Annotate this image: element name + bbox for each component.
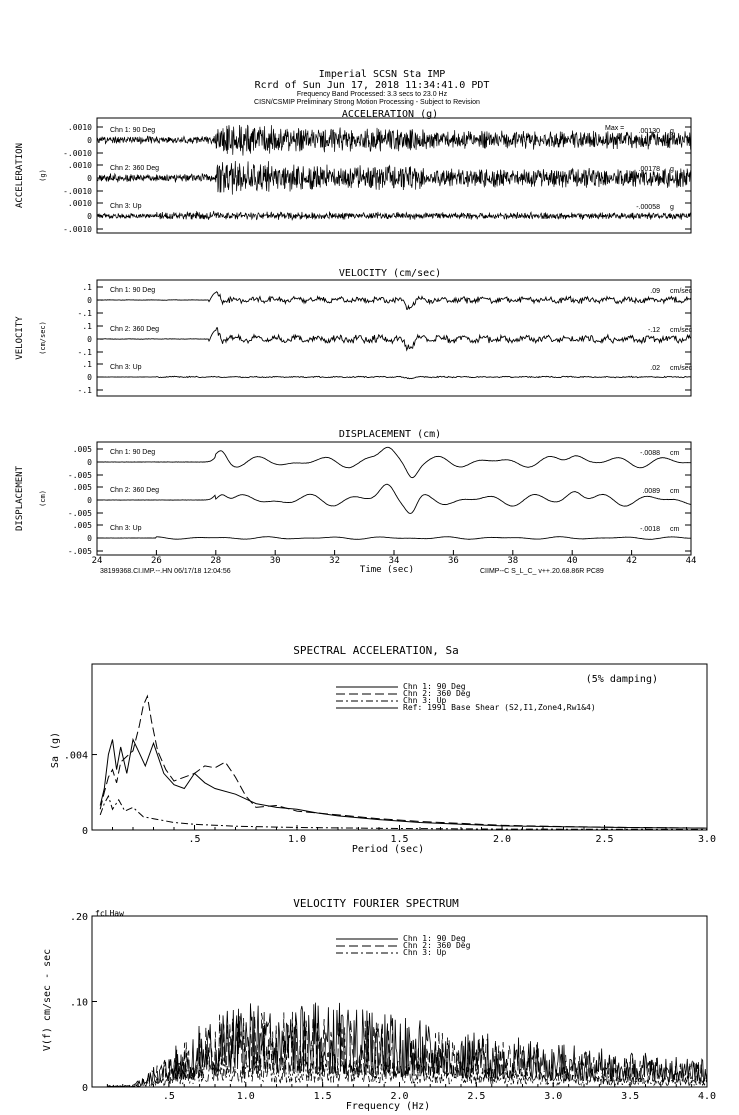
peak-value: -.00058 — [636, 204, 660, 211]
legend-entry: Chn 2: 360 Deg — [403, 941, 471, 950]
acceleration-panel — [15, 109, 691, 234]
peak-value: .09 — [650, 288, 660, 295]
max-label: Max = — [605, 125, 625, 132]
xtick-label: 3.5 — [621, 1091, 640, 1102]
acceleration-yunit: (g) — [39, 169, 47, 182]
peak-unit: cm — [670, 450, 680, 457]
ytick-label-top: .1 — [82, 283, 92, 292]
displacement-ylabel: DISPLACEMENT — [15, 465, 25, 532]
channel-trace — [97, 484, 691, 513]
channel-label: Chn 2: 360 Deg — [110, 487, 160, 494]
channel-label: Chn 3: Up — [110, 203, 142, 210]
peak-unit: g — [670, 204, 674, 211]
damping-note: (5% damping) — [585, 674, 658, 685]
channel-label: Chn 3: Up — [110, 525, 142, 532]
xtick-label: 3.0 — [697, 834, 717, 845]
legend-entry: Ref: 1991 Base Shear (S2,I1,Zone4,Rw1&4) — [403, 703, 596, 712]
xtick-label: .5 — [188, 834, 201, 845]
ytick-label-top: .0010 — [67, 199, 92, 208]
channel-trace — [97, 376, 691, 379]
peak-value: -.0088 — [640, 450, 660, 457]
peak-value: .00178 — [638, 166, 660, 173]
channel-label: Chn 1: 90 Deg — [110, 449, 156, 456]
station-title: Imperial SCSN Sta IMP — [318, 69, 446, 80]
ytick-label-top: .1 — [82, 322, 92, 331]
frequency-axis-label: Frequency (Hz) — [345, 1101, 431, 1112]
period-axis-label: Period (sec) — [351, 844, 425, 855]
ytick-label-bottom: -.005 — [67, 509, 92, 518]
ytick-label-zero: 0 — [87, 458, 92, 467]
velocity-title: VELOCITY (cm/sec) — [338, 268, 442, 279]
xtick-label: 2.0 — [492, 834, 512, 845]
ytick-label-bottom: -.0010 — [63, 187, 92, 196]
xtick-label: 42 — [626, 556, 638, 566]
ytick-label-top: .1 — [82, 360, 92, 369]
xtick-label: 38 — [507, 556, 519, 566]
channel-label: Chn 2: 360 Deg — [110, 165, 160, 172]
channel-label: Chn 1: 90 Deg — [110, 287, 156, 294]
xtick-label: 2.5 — [467, 1091, 486, 1102]
xtick-label: 2.0 — [390, 1091, 409, 1102]
channel-label: Chn 2: 360 Deg — [110, 326, 160, 333]
channel-trace — [97, 211, 691, 220]
ytick-label: 0 — [81, 1083, 88, 1094]
sa-axis-label: Sa (g) — [50, 731, 61, 769]
spectral-frame — [92, 664, 707, 830]
xtick-label: 28 — [210, 556, 222, 566]
acceleration-ylabel: ACCELERATION — [15, 142, 25, 209]
fourier-series — [107, 1003, 707, 1087]
velocity-frame — [97, 280, 691, 396]
ytick-label-zero: 0 — [87, 373, 92, 382]
ytick-label-zero: 0 — [87, 335, 92, 344]
ytick-label-bottom: -.005 — [67, 547, 92, 556]
ytick-label-bottom: -.1 — [77, 348, 92, 357]
velocity-ylabel: VELOCITY — [15, 316, 25, 360]
xtick-label: 44 — [685, 556, 697, 566]
peak-unit: g — [670, 128, 674, 135]
xtick-label: 30 — [269, 556, 281, 566]
ytick-label-top: .0010 — [67, 161, 92, 170]
xtick-label: 34 — [388, 556, 400, 566]
ytick-label-zero: 0 — [87, 534, 92, 543]
ytick-label-top: .005 — [72, 521, 92, 530]
displacement-yunit: (cm) — [39, 490, 47, 507]
ytick-label-bottom: -.0010 — [63, 149, 92, 158]
xtick-label: 40 — [566, 556, 578, 566]
channel-label: Chn 1: 90 Deg — [110, 127, 156, 134]
peak-unit: cm — [670, 488, 680, 495]
legend-entry: Chn 2: 360 Deg — [403, 689, 471, 698]
xtick-label: 3.0 — [544, 1091, 563, 1102]
fourier-title: VELOCITY FOURIER SPECTRUM — [293, 897, 459, 910]
time-axis-label: Time (sec) — [359, 565, 415, 575]
xtick-label: 1.5 — [390, 834, 409, 845]
xtick-label: 26 — [150, 556, 162, 566]
channel-trace — [97, 447, 691, 477]
ytick-label-zero: 0 — [87, 174, 92, 183]
displacement-title: DISPLACEMENT (cm) — [338, 429, 442, 440]
ytick-label: .20 — [69, 912, 88, 923]
ytick-label-bottom: -.1 — [77, 386, 92, 395]
peak-unit: cm — [670, 526, 680, 533]
velocity-panel — [15, 268, 693, 396]
xtick-label: 4.0 — [697, 1091, 717, 1102]
peak-value: -.12 — [647, 327, 660, 334]
peak-unit: g — [670, 166, 674, 173]
ytick-label-zero: 0 — [87, 496, 92, 505]
spectral-series — [100, 796, 707, 829]
channel-trace — [97, 161, 691, 195]
ytick-label-top: .0010 — [67, 123, 92, 132]
xtick-label: 1.0 — [236, 1091, 255, 1102]
band-text: Frequency Band Processed: 3.3 secs to 23.0 Hz — [296, 91, 448, 98]
xtick-label: 1.0 — [287, 834, 307, 845]
spectral-series — [100, 740, 707, 829]
legend-entry: Chn 1: 90 Deg — [403, 934, 466, 943]
record-title: Rcrd of Sun Jun 17, 2018 11:34:41.0 PDT — [254, 80, 490, 91]
ytick-label-zero: 0 — [87, 212, 92, 221]
footer-right: CIIMP--C S_L_C_ v++.20.68.86R PC89 — [480, 568, 604, 575]
ytick-label-bottom: -.0010 — [63, 225, 92, 234]
legend-entry: Chn 3: Up — [403, 696, 447, 705]
xtick-label: 32 — [329, 556, 341, 566]
corner-code: fcLHaw — [95, 909, 124, 918]
ytick-label: .10 — [69, 997, 88, 1009]
channel-label: Chn 3: Up — [110, 364, 142, 371]
xtick-label: 24 — [91, 556, 103, 566]
peak-value: -.0018 — [640, 526, 660, 533]
velocity-yunit: (cm/sec) — [39, 321, 47, 355]
peak-value: .0089 — [642, 488, 660, 495]
charts-group — [15, 109, 716, 1112]
peak-unit: cm/sec — [670, 288, 693, 295]
spectral-title: SPECTRAL ACCELERATION, Sa — [293, 644, 459, 657]
footer-left: 38199368.CI.IMP.--.HN 06/17/18 12:04:56 — [100, 568, 231, 575]
processing-text: CISN/CSMIP Preliminary Strong Motion Processing - Subject to Revision — [254, 99, 480, 106]
ytick-label: 0 — [81, 826, 88, 837]
legend-entry: Chn 1: 90 Deg — [403, 682, 466, 691]
ytick-label: .004 — [63, 750, 88, 762]
xtick-label: 36 — [447, 556, 459, 566]
fourier-panel — [42, 897, 716, 1112]
xtick-label: 1.5 — [313, 1091, 332, 1102]
ytick-label-top: .005 — [72, 483, 92, 492]
xtick-label: .5 — [162, 1091, 175, 1102]
fourier-ylabel: V(f) cm/sec - sec — [42, 948, 53, 1052]
ytick-label-zero: 0 — [87, 296, 92, 305]
peak-unit: cm/sec — [670, 365, 693, 372]
legend-entry: Chn 3: Up — [403, 948, 447, 957]
ytick-label-zero: 0 — [87, 136, 92, 145]
spectral-panel — [50, 644, 716, 855]
peak-value: .00130 — [638, 128, 660, 135]
channel-trace — [97, 125, 691, 156]
ytick-label-bottom: -.005 — [67, 471, 92, 480]
xtick-label: 2.5 — [595, 834, 614, 845]
channel-trace — [97, 292, 691, 310]
spectral-series — [100, 696, 707, 828]
ytick-label-top: .005 — [72, 445, 92, 454]
peak-unit: cm/sec — [670, 327, 693, 334]
channel-trace — [97, 328, 691, 350]
displacement-panel — [15, 429, 696, 575]
acceleration-title: ACCELERATION (g) — [341, 109, 439, 120]
ytick-label-bottom: -.1 — [77, 309, 92, 318]
peak-value: .02 — [650, 365, 660, 372]
channel-trace — [97, 537, 691, 540]
